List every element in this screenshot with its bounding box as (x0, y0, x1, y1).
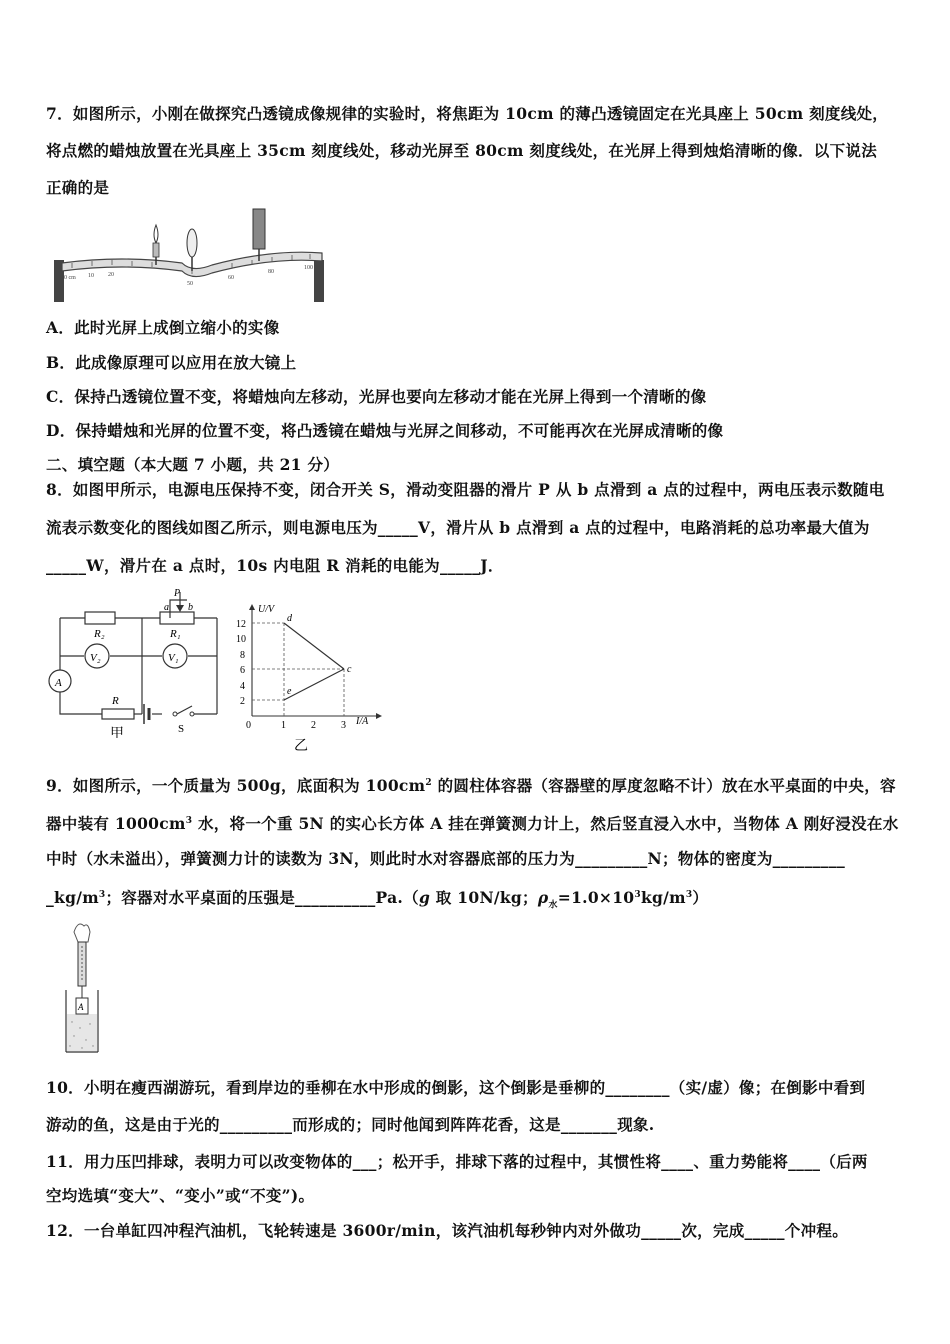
spring-scale-container-figure (60, 918, 110, 1058)
q7-option-c: C．保持凸透镜位置不变，将蜡烛向左移动，光屏也要向左移动才能在光屏上得到一个清晰的像 (46, 387, 707, 406)
bench-tick-100: 100 (304, 265, 313, 271)
bench-tick-60: 60 (228, 275, 234, 281)
q9-text-line-2: 器中装有 $1000cm^3$ 水，将一个重 5N 的实心长方体 A 挂在弹簧测力计上，然后竖直浸入水中，当物体 A 刚好浸没在水 (46, 814, 899, 834)
bench-tick-50: 50 (187, 281, 193, 287)
bench-tick-10: 10 (88, 273, 94, 279)
q9-text-line-1: 9．如图所示，一个质量为 500g，底面积为 $100cm^2$ 的圆柱体容器（容器壁的厚度忽略不计）放在水平桌面的中央，容 (46, 776, 896, 796)
graph-ytick-6: 6 (240, 665, 245, 676)
bench-right-leg (314, 260, 324, 302)
voltmeter-v1-icon (163, 644, 187, 668)
graph-ytick-4: 4 (240, 681, 245, 692)
q7-option-b: B．此成像原理可以应用在放大镜上 (46, 353, 297, 372)
convex-lens-icon (187, 229, 197, 271)
q12-text-line-1: 12．一台单缸四冲程汽油机，飞轮转速是 3600r/min，该汽油机每秒钟内对外做功_____次，完成_____个冲程。 (46, 1221, 848, 1240)
q7-option-d: D．保持蜡烛和光屏的位置不变，将凸透镜在蜡烛与光屏之间移动，不可能再次在光屏成清晰的像 (46, 421, 724, 440)
voltage-current-graph (232, 602, 392, 754)
q10-text-line-1: 10．小明在瘦西湖游玩，看到岸边的垂柳在水中形成的倒影，这个倒影是垂柳的________（实/虚）像；在倒影中看到 (46, 1078, 866, 1097)
graph-ylabel: U/V (258, 604, 275, 615)
circuit-caption: 甲 (110, 727, 124, 738)
circuit-diagram (42, 588, 227, 738)
svg-text:V₂: V₂ (90, 652, 101, 664)
label-p: P (174, 588, 181, 599)
bench-tick-20: 20 (108, 272, 114, 278)
svg-text:A: A (55, 677, 62, 689)
graph-xtick-3: 3 (341, 720, 346, 731)
switch-contact (173, 712, 177, 716)
graph-ytick-12: 12 (236, 619, 246, 630)
q7-text-line-1: 7．如图所示，小刚在做探究凸透镜成像规律的实验时，将焦距为 10cm 的薄凸透镜固定在光具座上 50cm 刻度线处， (46, 104, 889, 123)
svg-text:A: A (78, 1002, 84, 1012)
graph-point-d: d (287, 613, 292, 624)
bench-tick-0: 0 cm (64, 275, 76, 281)
graph-xtick-1: 1 (281, 720, 286, 731)
label-a: a (164, 602, 169, 613)
label-s: S (178, 723, 185, 735)
bench-tick-80: 80 (268, 269, 274, 275)
q8-text-line-2: 流表示数变化的图线如图乙所示，则电源电压为_____V，滑片从 b 点滑到 a 点的过程中，电路消耗的总功率最大值为 (46, 518, 870, 537)
graph-caption: 乙 (294, 739, 308, 754)
q8-text-line-1: 8．如图甲所示，电源电压保持不变，闭合开关 S，滑动变阻器的滑片 P 从 b 点滑到 a 点的过程中，两电压表示数随电 (46, 480, 885, 499)
q11-text-line-2: 空均选填“变大”、“变小”或“不变”)。 (46, 1186, 315, 1205)
optical-bench-figure (42, 205, 342, 305)
graph-xlabel: I/A (356, 716, 369, 727)
water (67, 1014, 97, 1051)
label-b: b (188, 602, 193, 613)
section-heading-fill-in: 二、填空题（本大题 7 小题，共 21 分） (46, 455, 340, 474)
hand-icon (74, 924, 90, 942)
battery-icon (144, 704, 149, 724)
label-r2: R₂ (94, 628, 105, 640)
q7-option-a: A．此时光屏上成倒立缩小的实像 (46, 318, 280, 337)
candle-icon (153, 225, 159, 265)
graph-line-ec (284, 669, 344, 700)
graph-ytick-10: 10 (236, 634, 246, 645)
q9-text-line-3: 中时（水未溢出），弹簧测力计的读数为 3N，则此时水对容器底部的压力为_________N；物体的密度为_________ (46, 849, 846, 868)
label-r1: R₁ (170, 628, 181, 640)
voltmeter-v2-icon (85, 644, 109, 668)
q7-text-line-2: 将点燃的蜡烛放置在光具座上 35cm 刻度线处，移动光屏至 80cm 刻度线处，在光屏上得到烛焰清晰的像．以下说法 (46, 141, 878, 160)
q10-text-line-2: 游动的鱼，这是由于光的_________而形成的；同时他闻到阵阵花香，这是_______现象. (46, 1115, 655, 1134)
graph-line-dc (284, 623, 344, 669)
ammeter-icon (49, 670, 71, 692)
q8-text-line-3: _____W，滑片在 a 点时，10s 内电阻 R 消耗的电能为_____J． (46, 556, 504, 575)
spring-scale-icon (78, 942, 86, 998)
object-a (76, 998, 88, 1014)
graph-xtick-2: 2 (311, 720, 316, 731)
graph-point-e: e (287, 686, 292, 697)
q11-text-line-1: 11．用力压凹排球，表明力可以改变物体的___；松开手，排球下落的过程中，其惯性将____、重力势能将____（后两 (46, 1152, 868, 1171)
graph-ytick-2: 2 (240, 696, 245, 707)
q9-text-line-4: $\_kg/m^3$；容器对水平桌面的压强是__________Pa.（g 取 10N/kg；$\rho_水=1.0\times 10^3kg/m^3$） (46, 888, 709, 911)
graph-ytick-8: 8 (240, 650, 245, 661)
q7-text-line-3: 正确的是 (46, 178, 110, 197)
light-screen-icon (253, 209, 265, 261)
graph-point-c: c (347, 664, 352, 675)
svg-text:V₁: V₁ (168, 652, 179, 664)
graph-xtick-0: 0 (246, 720, 251, 731)
label-r: R (112, 695, 119, 707)
switch-contact (190, 712, 194, 716)
